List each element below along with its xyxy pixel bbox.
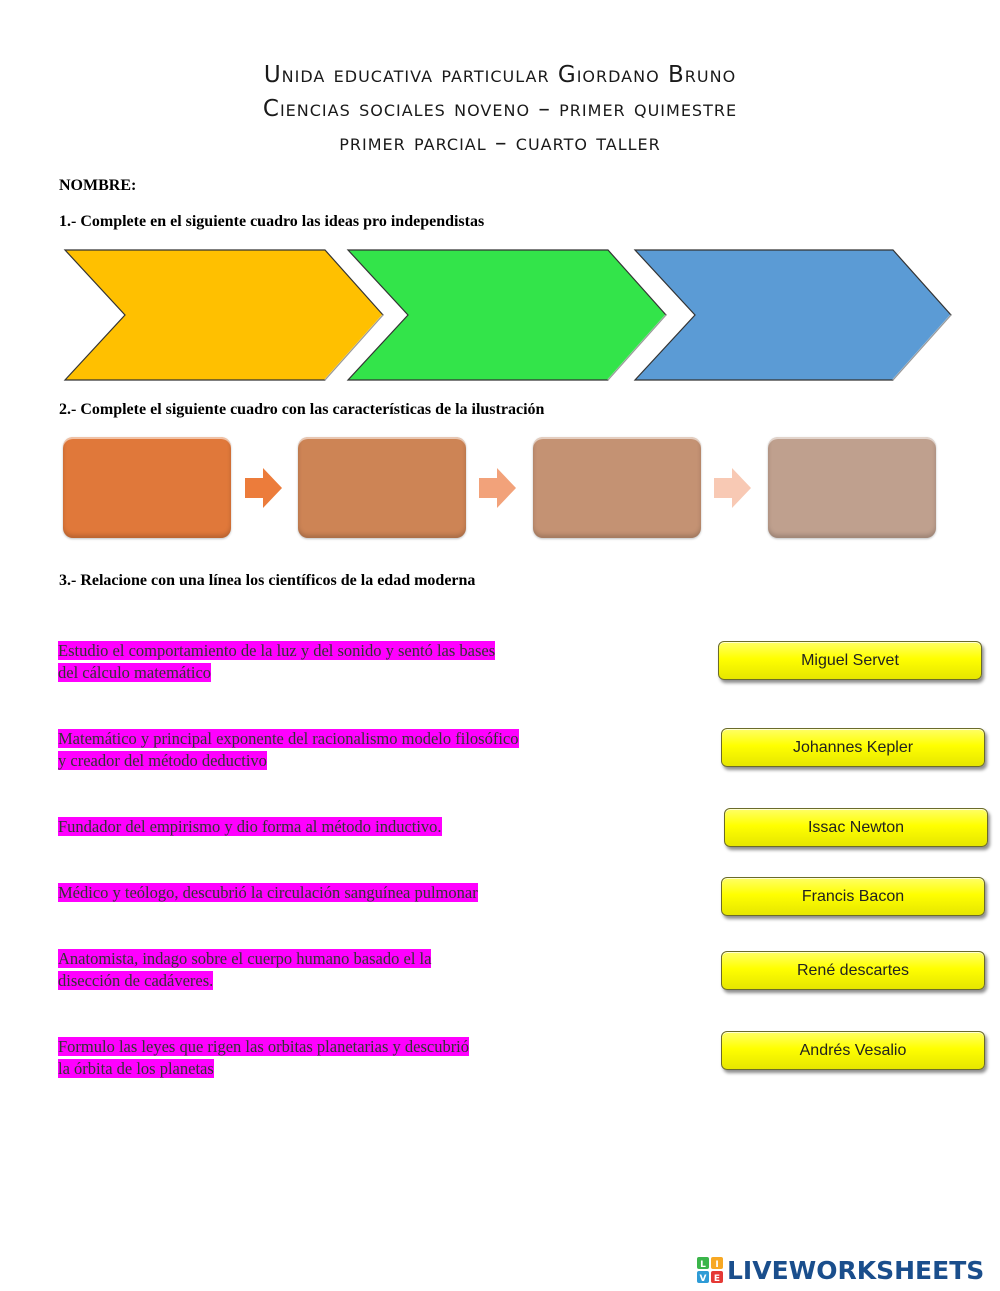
scientist-option-andres-vesalio[interactable]: Andrés Vesalio <box>721 1031 985 1070</box>
course-subtitle: Ciencias sociales noveno – primer quimestre <box>262 96 738 122</box>
description-5[interactable]: Anatomista, indago sobre el cuerpo humano basado el la disección de cadáveres. <box>58 949 432 990</box>
section2-title: 2.- Complete el siguiente cuadro con las características de la ilustración <box>59 401 545 418</box>
logo-text: LIVEWORKSHEETS <box>727 1255 985 1285</box>
svg-text:L: L <box>700 1260 706 1270</box>
arrow-right-icon <box>245 466 283 510</box>
arrow-right-icon <box>479 466 517 510</box>
characteristic-box-2[interactable] <box>298 437 466 538</box>
characteristic-box-1[interactable] <box>63 437 231 538</box>
svg-text:E: E <box>713 1274 721 1283</box>
svg-text:V: V <box>699 1274 707 1283</box>
scientist-option-issac-newton[interactable]: Issac Newton <box>724 808 988 847</box>
characteristic-box-3[interactable] <box>533 437 701 538</box>
chevron-3[interactable] <box>635 250 951 380</box>
description-6[interactable]: Formulo las leyes que rigen las orbitas planetarias y descubrió la órbita de los planetas <box>58 1037 470 1078</box>
chevron-process-diagram <box>55 243 960 385</box>
characteristic-box-4[interactable] <box>768 437 936 538</box>
description-3[interactable]: Fundador del empirismo y dio forma al método inductivo. <box>58 817 442 836</box>
description-2[interactable]: Matemático y principal exponente del racionalismo modelo filosófico y creador del método deductivo <box>58 729 519 770</box>
description-1[interactable]: Estudio el comportamiento de la luz y del sonido y sentó las bases del cálculo matemático <box>58 641 496 682</box>
section3-title: 3.- Relacione con una línea los científicos de la edad moderna <box>59 572 476 589</box>
worksheet-subtitle: primer parcial – cuarto taller <box>339 130 661 156</box>
scientist-option-francis-bacon[interactable]: Francis Bacon <box>721 877 985 916</box>
chevron-2[interactable] <box>348 250 666 380</box>
school-name-title: Unida educativa particular Giordano Bruno <box>263 62 737 88</box>
nombre-label: NOMBRE: <box>59 177 137 194</box>
svg-text:I: I <box>715 1260 719 1270</box>
chevron-1[interactable] <box>65 250 383 380</box>
arrow-right-icon <box>714 466 752 510</box>
liveworksheets-logo-icon <box>697 1257 723 1283</box>
section1-title: 1.- Complete en el siguiente cuadro las ideas pro independistas <box>59 213 485 230</box>
scientist-option-rene-descartes[interactable]: René descartes <box>721 951 985 990</box>
scientist-option-miguel-servet[interactable]: Miguel Servet <box>718 641 982 680</box>
description-4[interactable]: Médico y teólogo, descubrió la circulación sanguínea pulmonar <box>58 883 478 902</box>
scientist-option-johannes-kepler[interactable]: Johannes Kepler <box>721 728 985 767</box>
liveworksheets-logo <box>697 1255 984 1285</box>
